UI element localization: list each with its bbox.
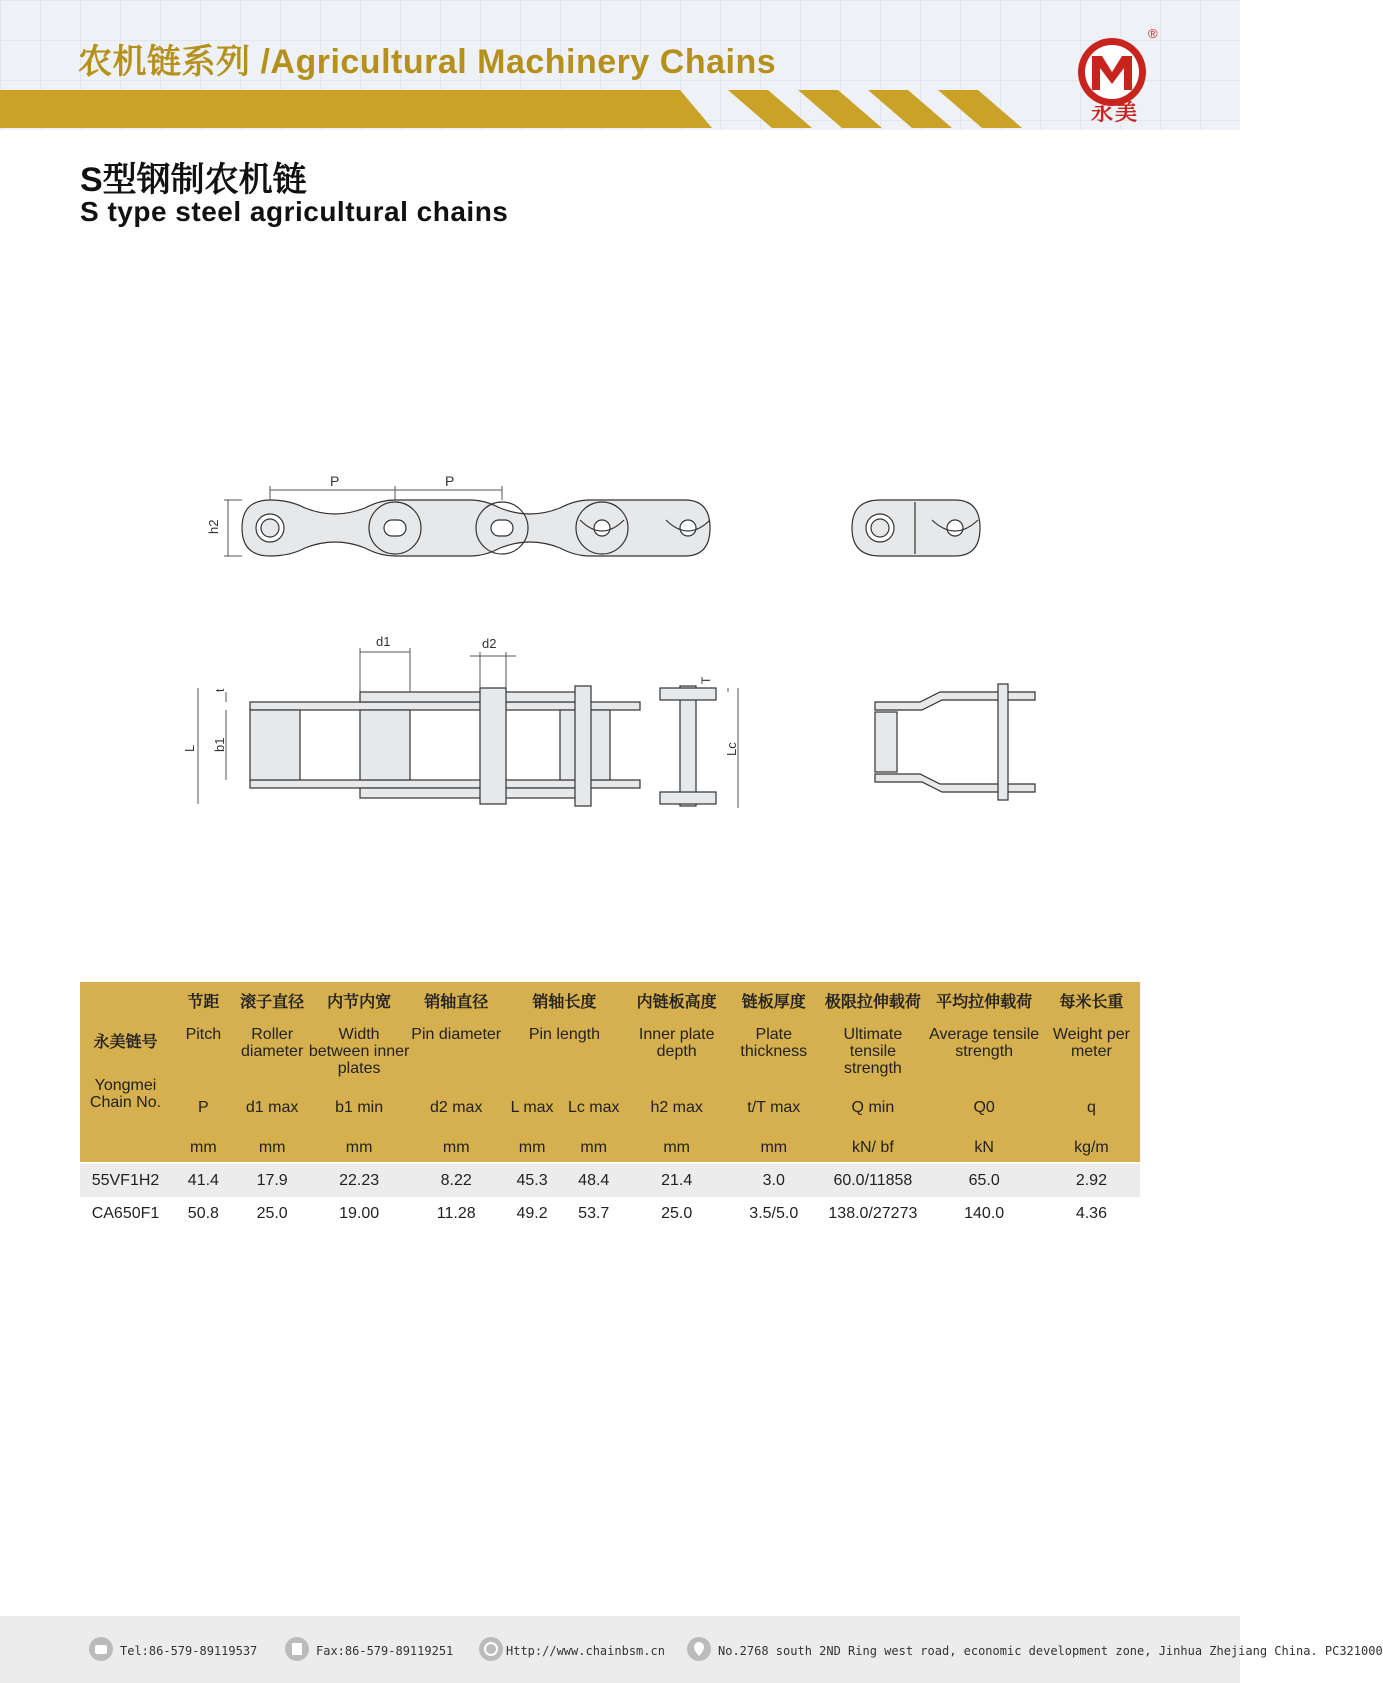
table-cell: 140.0 — [925, 1197, 1042, 1230]
col-en-average: Average tensile strength — [925, 1022, 1042, 1082]
col-sym-weight: q — [1043, 1082, 1140, 1132]
table-cell: 11.28 — [410, 1197, 503, 1230]
table-cell: 138.0/27273 — [820, 1197, 925, 1230]
col-en-plate-depth: Inner plate depth — [626, 1022, 727, 1082]
col-cn-width: 内节内宽 — [309, 982, 410, 1022]
label-d1: d1 — [376, 634, 391, 649]
col-en-weight: Weight per meter — [1043, 1022, 1140, 1082]
header-title: 农机链系列 /Agricultural Machinery Chains — [78, 43, 777, 81]
chain-technical-drawing — [180, 473, 1060, 860]
registered-mark: ® — [1148, 26, 1158, 41]
gold-band — [0, 90, 1240, 128]
spec-table — [80, 982, 1140, 1230]
label-L: L — [182, 744, 197, 752]
table-cell: 21.4 — [626, 1163, 727, 1197]
col-cn-average: 平均拉伸载荷 — [925, 982, 1042, 1022]
fax-icon — [284, 1636, 310, 1662]
table-cell: 3.5/5.0 — [727, 1197, 820, 1230]
label-b1: b1 — [212, 737, 227, 752]
col-unit-ultimate: kN/ bf — [820, 1132, 925, 1163]
col-cn-pin-len: 销轴长度 — [503, 982, 626, 1022]
label-pitch-1: P — [330, 473, 340, 489]
label-pitch-2: P — [445, 473, 455, 489]
col-cn-plate-depth: 内链板高度 — [626, 982, 727, 1022]
footer-tel: Tel:86-579-89119537 — [120, 1644, 258, 1658]
page-footer — [0, 1616, 1383, 1683]
phone-icon — [88, 1636, 114, 1662]
location-icon — [686, 1636, 712, 1662]
col-unit-pitch: mm — [171, 1132, 236, 1163]
col-cn-roller: 滚子直径 — [236, 982, 309, 1022]
col-en-roller: Roller diameter — [236, 1022, 309, 1082]
col-cn-ultimate: 极限拉伸载荷 — [820, 982, 925, 1022]
col-en-pitch: Pitch — [171, 1022, 236, 1082]
spec-table-wrap — [80, 982, 1140, 1230]
col-unit-pin-len-lc: mm — [561, 1132, 626, 1163]
chain-no-cell: CA650F1 — [80, 1197, 171, 1230]
col-unit-pin-dia: mm — [410, 1132, 503, 1163]
col-sym-pin-dia: d2 max — [410, 1082, 503, 1132]
table-row — [80, 1197, 1140, 1230]
web-icon — [478, 1636, 504, 1662]
table-cell: 45.3 — [503, 1163, 562, 1197]
table-cell: 49.2 — [503, 1197, 562, 1230]
col-en-width: Width between inner plates — [309, 1022, 410, 1082]
col-sym-pitch: P — [171, 1082, 236, 1132]
chain-no-cell: 55VF1H2 — [80, 1163, 171, 1197]
label-T: T — [699, 676, 713, 684]
col-unit-roller: mm — [236, 1132, 309, 1163]
col-unit-plate-depth: mm — [626, 1132, 727, 1163]
col-sym-ultimate: Q min — [820, 1082, 925, 1132]
col-sym-pin-len-lc: Lc max — [561, 1082, 626, 1132]
table-cell: 3.0 — [727, 1163, 820, 1197]
col-en-pin-len: Pin length — [503, 1022, 626, 1082]
table-cell: 50.8 — [171, 1197, 236, 1230]
table-cell: 4.36 — [1043, 1197, 1140, 1230]
spec-table-body — [80, 1163, 1140, 1230]
col-sym-plate-thick: t/T max — [727, 1082, 820, 1132]
col-en-ultimate: Ultimate tensile strength — [820, 1022, 925, 1082]
col-cn-pin-dia: 销轴直径 — [410, 982, 503, 1022]
label-Lc: Lc — [724, 742, 739, 756]
table-cell: 19.00 — [309, 1197, 410, 1230]
col-sym-pin-len-l: L max — [503, 1082, 562, 1132]
col-unit-plate-thick: mm — [727, 1132, 820, 1163]
col-cn-pitch: 节距 — [171, 982, 236, 1022]
col-unit-width: mm — [309, 1132, 410, 1163]
table-cell: 41.4 — [171, 1163, 236, 1197]
col-sym-width: b1 min — [309, 1082, 410, 1132]
col-en-pin-dia: Pin diameter — [410, 1022, 503, 1082]
table-cell: 25.0 — [236, 1197, 309, 1230]
col-unit-weight: kg/m — [1043, 1132, 1140, 1163]
label-h2: h2 — [206, 519, 221, 534]
col-cn-plate-thick: 链板厚度 — [727, 982, 820, 1022]
col-unit-average: kN — [925, 1132, 1042, 1163]
table-cell: 17.9 — [236, 1163, 309, 1197]
table-cell: 65.0 — [925, 1163, 1042, 1197]
table-cell: 8.22 — [410, 1163, 503, 1197]
col-unit-pin-len-l: mm — [503, 1132, 562, 1163]
col-sym-average: Q0 — [925, 1082, 1042, 1132]
table-cell: 25.0 — [626, 1197, 727, 1230]
footer-web[interactable]: Http://www.chainbsm.cn — [506, 1644, 665, 1658]
table-cell: 48.4 — [561, 1163, 626, 1197]
col-cn-weight: 每米长重 — [1043, 982, 1140, 1022]
label-d2: d2 — [482, 636, 497, 651]
footer-fax: Fax:86-579-89119251 — [316, 1644, 454, 1658]
col-en-plate-thick: Plate thickness — [727, 1022, 820, 1082]
chain-no-en: Yongmei Chain No. — [89, 1076, 162, 1111]
table-cell: 60.0/11858 — [820, 1163, 925, 1197]
table-cell: 2.92 — [1043, 1163, 1140, 1197]
chain-no-cn: 永美链号 — [93, 1033, 158, 1051]
table-cell: 53.7 — [561, 1197, 626, 1230]
chain-no-header — [80, 982, 171, 1163]
page-title-en: S type steel agricultural chains — [80, 196, 509, 227]
label-t: t — [213, 688, 227, 692]
col-sym-plate-depth: h2 max — [626, 1082, 727, 1132]
col-sym-roller: d1 max — [236, 1082, 309, 1132]
footer-address: No.2768 south 2ND Ring west road, economic development zone, Jinhua Zhejiang China. PC321000 — [718, 1644, 1383, 1658]
table-row — [80, 1163, 1140, 1197]
page-header — [0, 0, 1240, 130]
logo-text: 永美 — [1090, 100, 1139, 125]
page-title-cn: S型钢制农机链 — [80, 161, 307, 199]
table-cell: 22.23 — [309, 1163, 410, 1197]
